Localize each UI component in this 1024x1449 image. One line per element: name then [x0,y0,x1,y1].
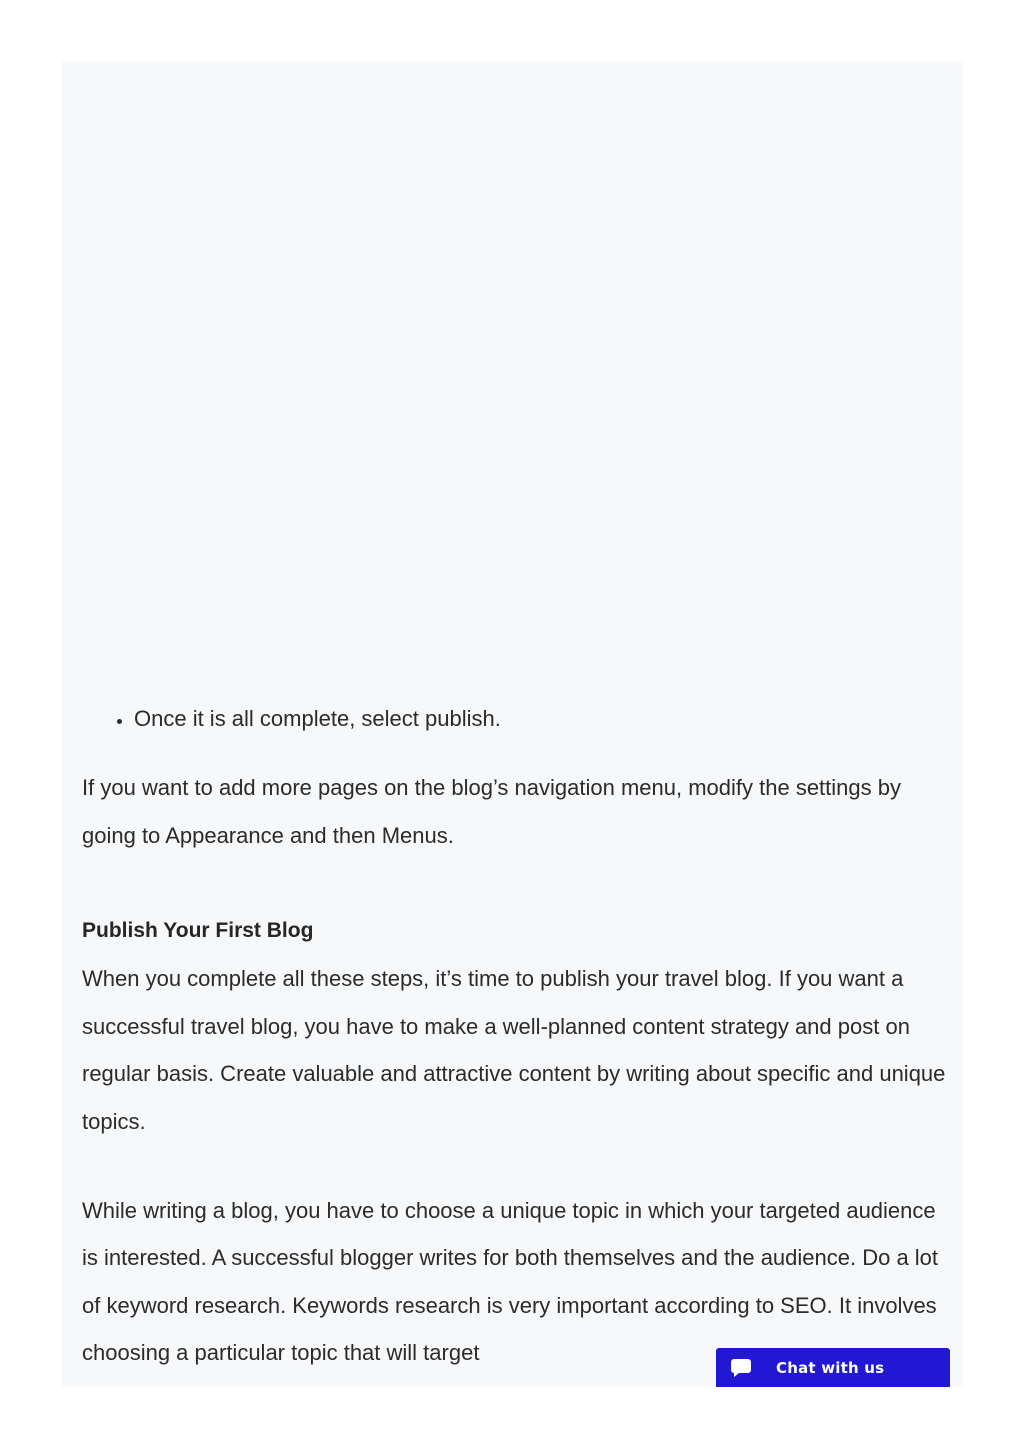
chat-label: Chat with us [776,1358,885,1377]
navigation-menu-paragraph: If you want to add more pages on the blog’s navigation menu, modify the settings by going to Appearance and then Menus. [82,775,901,848]
step-list [82,699,952,739]
article-image-area [62,61,963,681]
writing-paragraph: While writing a blog, you have to choose a unique topic in which your targeted audience is interested. A successful blogger writes for both themselves and the audience. Do a lot of keyword research. Keywords research is very important according to SEO. It involves choosing a particular topic that will target [82,1197,939,1366]
article-content [82,699,952,1377]
publish-paragraph: When you complete all these steps, it’s time to publish your travel blog. If you want a successful travel blog, you have to make a well-planned content strategy and post on regular basis. Create valuable and attractive content by writing about specific and unique topics. [82,966,946,1134]
section-heading: Publish Your First Blog [82,919,314,943]
chat-with-us-button[interactable] [716,1348,950,1387]
article-card [62,61,963,1387]
chat-bubble-icon [718,1348,764,1387]
list-item: • Once it is all complete, select publish. [134,699,952,739]
